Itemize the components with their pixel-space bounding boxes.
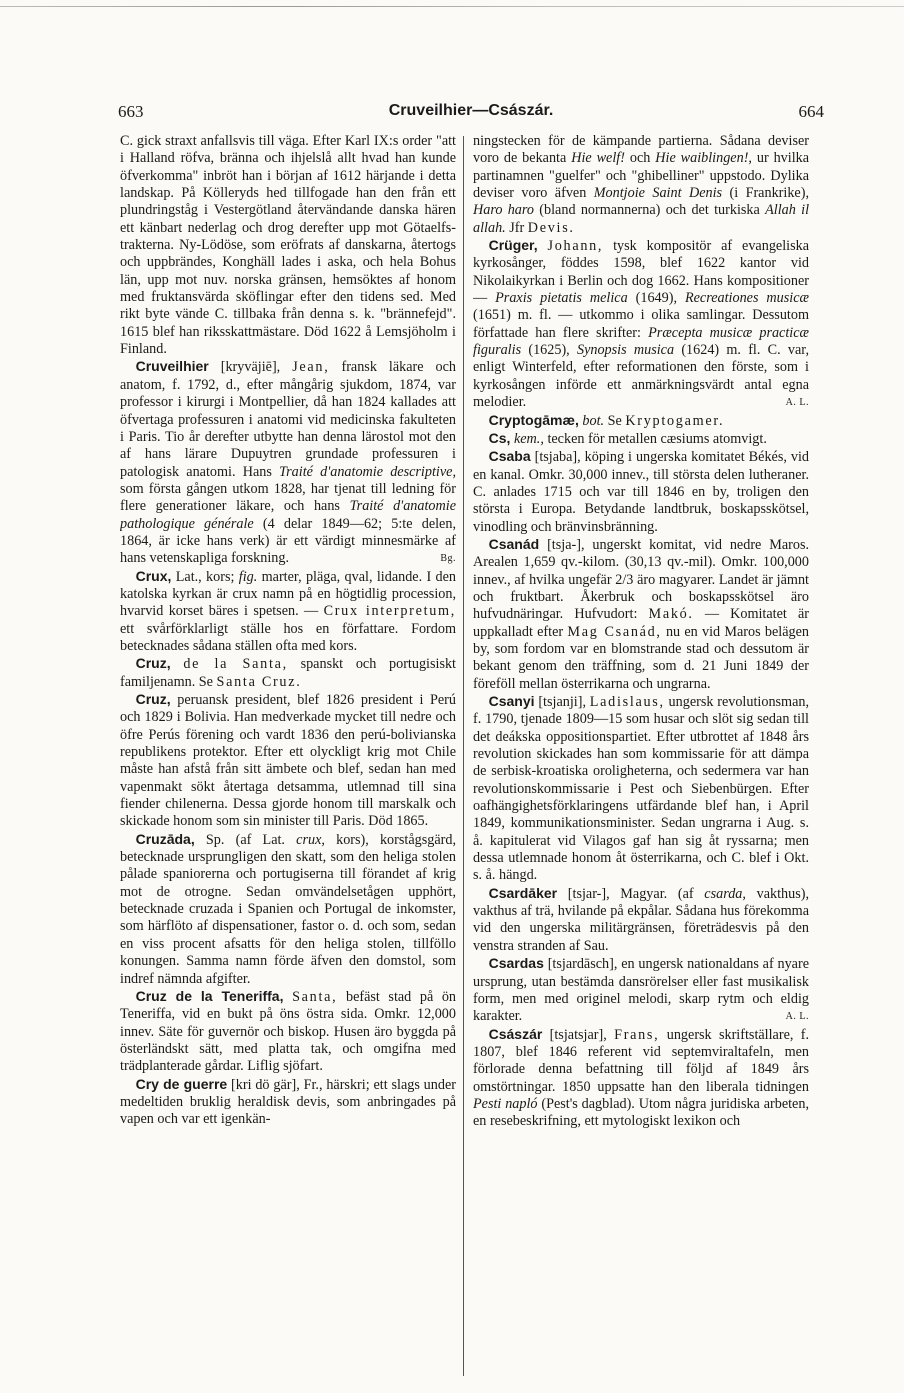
author-signature: Bg. [440, 553, 456, 565]
headword: Crux, [135, 567, 172, 584]
headword: Cruz, [135, 655, 171, 672]
entry-cruz-president: Cruz, peruansk president, blef 1826 president i Perú och 1829 i Bolivia. Han medverkade mycket till nedre och öfre Perús förening och vardt 1836 den perú-bolivianska republikens protektor. Efter ett olyckligt krig mot Chile måste han afstå från sitt ämbete och blef, sedan han med vapenmakt sökt återtaga detsamma, utlemnad till sina fiender chilenerna. Dessa gjorde honom till marskalk och skickade honom som sin minister till Paris. Död 1865. [120, 691, 456, 830]
headword: Csardāker [488, 884, 558, 901]
headword: Cruveilhier [135, 358, 209, 375]
entry-csardas: Csardas [tsjardāsch], en ungersk nationaldans af nyare ursprung, utan bestämda dansrörelser eller fast musikalisk form, men med originel melodi, skarp rytm och eldig karakter. A. L. [473, 955, 809, 1025]
entry-cruzada: Cruzāda, Sp. (af Lat. crux, kors), korstågsgärd, betecknade ursprungligen den skatt, som den heliga stolen pålade spaniorerna och portugiserna till förandet af krig mot de otrogne. Sedan omvändelsetågen upphört, betecknade cruzada i Spanien och Portugal de inkomster, som härflöto af dispensationer, fastor o. d. och som, sedan en viss procent afsatts för den heliga stolen, tillföllo konungen. Samma namn förde äfven den domstol, som indref nämnda afgifter. [120, 830, 456, 987]
headword: Cs, [488, 429, 511, 446]
headword: Csanyi [488, 693, 535, 709]
column-divider [463, 136, 464, 1376]
entry-continuation: C. gick straxt anfallsvis till väga. Efter Karl IX:s order "att i Halland röfva, bränna och ihjelslå allt hvad han kunde öfverkomma" inbröt han i början af 1612 härjande i detta landskap. På Kölleryds hed tillfogade han den från ett plundringståg i Vestergötland återvändande danska hären ett känbart nederlag och drog derefter upp mot Götaelfs-trakterna. Ny-Lödöse, som eröfrats af danskarna, återtogs och uppbrändes, Konghäll lades i aska, och hela Bohus län, upp mot nuv. norska gränsen, hemsöktes af honom med fruktansvärda sköflingar efter den tidens sed. Med rikt byte vände C. tillbaka från denna s. k. "brännefejd". 1615 blef han riksskattmästare. Död 1622 å Lemsjöholm i Finland. [120, 133, 456, 358]
entry-cruger: Crüger, Johann, tysk kompositör af evangeliska kyrkosånger, föddes 1598, blef 1622 kantor vid Nikolaikyrkan i Berlin och dog 1662. Hans kompositioner — Praxis pietatis melica (1649), Recreationes musicæ (1651) m. fl. — utkommo i olika samlingar. Dessutom författade han flere skrifter: Præcepta musicæ practicæ figuralis (1625), Synopsis musica (1624) m. fl. C. var, enligt Winterfeld, efter reformationen den förste, som i kyrkosången införde ett anmärkningsvärdt antal egna melodier. A. L. [473, 237, 809, 411]
entry-csaszar: Császár [tsjatsjar], Frans, ungersk skriftställare, f. 1807, blef 1846 referent vid septemviraltafeln, men förlorade denna befattning till följd af 1849 års omstörtningar. 1850 uppsatte han den liberala tidningen Pesti napló (Pest's dagblad). Utom några juridiska arbeten, en resebeskrifning, ett mytologiskt lexikon och [473, 1025, 809, 1130]
headword: Császár [488, 1025, 543, 1042]
entry-crux: Crux, Lat., kors; fig. marter, pläga, qval, lidande. I den katolska kyrkan är crux namn på en högtidlig procession, hvarvid korset bäres i spetsen. — Crux interpretum, ett svårförklarligt ställe hos en författare. Fordom betecknades sådana ställen ofta med kors. [120, 567, 456, 654]
entry-csanad: Csanád [tsja-], ungerskt komitat, vid nedre Maros. Arealen 1,659 qv.-kilom. (30,13 qv.-mil). Omkr. 100,000 innev., af hvilka ungefär 2/3 äro magyarer. Landet är jämnt och fruktbart. Åkerbruk och boskapsskötsel äro hufvudnäringar. Hufvudort: Makó. — Komitatet är uppkalladt efter Mag Csanád, nu en vid Maros belägen by, som fordom var en blomstrande stad och dessutom är bekant genom den träffning, som d. 21 Juni 1849 der föreföll mellan österrikarna och ungrarna. [473, 535, 809, 692]
entry-cs: Cs, kem., tecken för metallen cæsiums atomvigt. [488, 429, 767, 447]
top-scan-rule [0, 6, 904, 7]
page-number-left: 663 [118, 102, 144, 121]
entry-csardaker: Csardāker [tsjar-], Magyar. (af csarda, vakthus), vakthus af trä, hvilande på ekpålar. Sådana hus förekomma vid den ungerska militärgränsen, företrädesvis på den venstra stranden af Sau. [473, 884, 809, 954]
headword: Cruz, [135, 691, 171, 707]
entry-csanyi: Csanyi [tsjanji], Ladislaus, ungersk revolutionsman, f. 1790, tjenade 1809—15 som husar och slöt sig sedan till det deákska oppositionspartiet. Efter utbrottet af 1848 års revolution skickades han som kommissarie för att dämpa de serbisk-kroatiska oroligheterna, och sedermera var han revolutionskommissarie i Pest och Siebenbürgen. Efter oafhängighetsförklaringens utfärdande blef han, i April 1849, kommunikationsminister. Sedan ungrarna i Aug. s. å. kapitulerat vid Vilagos gaf han sig åt ryssarna; men dessa utlemnade honom åt österrikarna, och C. blef i Okt. s. å. hängd. [473, 693, 809, 884]
headword: Cryptogāmæ, [488, 411, 579, 428]
right-column [473, 133, 809, 1378]
headword: Csardas [488, 955, 544, 972]
page-header [118, 102, 824, 126]
headword: Cry de guerre [135, 1075, 228, 1092]
entry-cry-de-guerre: Cry de guerre [kri dö gär], Fr., härskri; ett slags under medeltiden bruklig heraldisk devis, som anbringades på vapen och var ett igenkän- [120, 1075, 456, 1128]
headword: Csanád [488, 535, 540, 552]
author-signature: A. L. [785, 1011, 809, 1023]
left-column [120, 133, 456, 1378]
author-signature: A. L. [785, 397, 809, 409]
headword: Cruzāda, [135, 830, 195, 847]
page-number-right: 664 [798, 102, 824, 121]
headword: Cruz de la Teneriffa, [135, 987, 284, 1004]
headword: Csaba [488, 448, 531, 465]
entry-cryptogamae: Cryptogāmæ, bot. Se Kryptogamer. [488, 411, 725, 429]
entry-csaba: Csaba [tsjaba], köping i ungerska komitatet Békés, vid en kanal. Omkr. 30,000 innev., till största delen lutheraner. C. anlades 1715 och var till 1846 en by, troligen den största i Europa. Betydande landtbruk, boskapsskötsel, vinodling och bränvinsbränning. [473, 448, 809, 535]
entry-cruveilhier: Cruveilhier [kryväjiē], Jean, fransk läkare och anatom, f. 1792, d., efter mångårig sjukdom, 1874, var professor i kirurgi i Montpellier, då han 1824 kallades att öfvertaga professuren i anatomi vid medicinska fakulteten i Paris. Tio år derefter utbytte han denna lärostol mot den af hans lärare Dupuytren grundade professuren i patologisk anatomi. Hans Traité d'anatomie descriptive, som första gången utkom 1828, har tjenat till ledning för flere generationer läkare, och hans Traité d'anatomie pathologique générale (4 delar 1849—62; 5:te delen, 1864, är icke hans verk) är ett värdigt minnesmärke af hans vetenskapliga forskning. Bg. [120, 358, 456, 567]
entry-continuation: ningstecken för de kämpande partierna. Sådana deviser voro de bekanta Hie welf! och Hie waiblingen!, ur hvilka partinamnen "guelfer" och "ghibelliner" uppstodo. Dylika deviser voro äfven Montjoie Saint Denis (i Frankrike), Haro haro (bland normannerna) och det turkiska Allah il allah. Jfr Devis. [473, 133, 809, 236]
headword: Crüger, [488, 237, 538, 254]
running-title: Cruveilhier—Császár. [388, 102, 554, 119]
entry-cruz-de-la-santa: Cruz, de la Santa, spanskt och portugisiskt familjenamn. Se Santa Cruz. [120, 655, 456, 690]
entry-cruz-de-la-teneriffa: Cruz de la Teneriffa, Santa, befäst stad på ön Teneriffa, vid en bukt på öns östra sida. Omkr. 12,000 innev. Säte för guvernör och biskop. Husen äro byggda på österländskt sätt, med platta tak, och omgifna med trädplanterade gårdar. Liflig sjöfart. [120, 987, 456, 1075]
